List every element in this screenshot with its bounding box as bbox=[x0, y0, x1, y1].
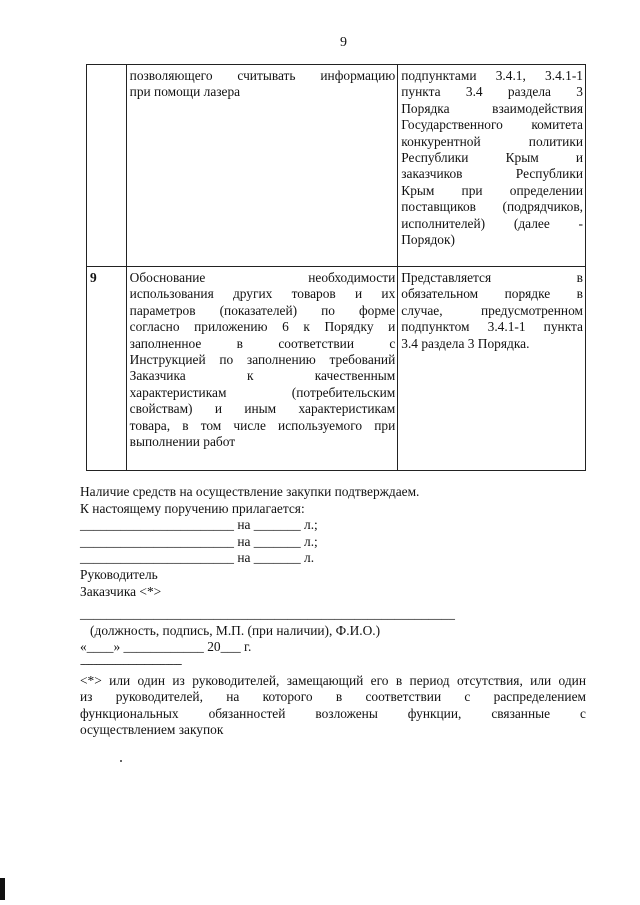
text-line: позволяющего считывать информацию bbox=[129, 68, 396, 83]
attachments-heading: К настоящему поручению прилагается: bbox=[80, 500, 305, 516]
text-line: <*> или один из руководителей, замещающий его в период отсутствия, или один bbox=[80, 672, 586, 688]
text-line: Государственного комитета bbox=[401, 117, 583, 133]
text-line: поставщиков (подрядчиков, bbox=[401, 199, 583, 215]
text-line: выполнении работ bbox=[129, 434, 236, 450]
text-line: параметров (показателей) по форме bbox=[129, 302, 396, 318]
row-number bbox=[87, 65, 127, 267]
row-description bbox=[126, 267, 398, 471]
table-row bbox=[87, 267, 586, 471]
row-note bbox=[398, 267, 586, 471]
text-line: Представляется в bbox=[401, 270, 583, 285]
text-line: Порядка взаимодействия bbox=[401, 100, 583, 116]
text-line: Порядок) bbox=[401, 232, 455, 248]
row-description bbox=[126, 65, 398, 267]
text-line: согласно приложению 6 к Порядку и bbox=[129, 319, 396, 335]
signature-line: ________________________________________________________ bbox=[80, 606, 455, 622]
attachment-line: _______________________ на _______ л.; bbox=[80, 517, 318, 533]
text-line: свойствам) и иным характеристикам bbox=[129, 401, 396, 417]
scan-edge-mark bbox=[0, 878, 5, 900]
footnote bbox=[80, 673, 586, 739]
text-line: обязательном порядке в bbox=[401, 286, 583, 302]
text-line: Обоснование необходимости bbox=[129, 270, 396, 285]
page-number: 9 bbox=[340, 35, 347, 50]
footnote-separator: -------------------------------------- bbox=[80, 657, 182, 670]
text-line: товара, в том числе используемого при bbox=[129, 417, 396, 433]
document-footer bbox=[80, 484, 586, 739]
signature-caption: (должность, подпись, М.П. (при наличии), Ф.И.О.) bbox=[80, 622, 381, 638]
text-line: осуществлением закупок bbox=[80, 722, 224, 738]
signatory-title-2: Заказчика <*> bbox=[80, 583, 162, 599]
text-line: использования других товаров и их bbox=[129, 286, 396, 302]
signatory-title: Руководитель bbox=[80, 566, 158, 582]
text-line: из руководителей, на которого в соответствии с распределением bbox=[80, 689, 586, 705]
attachment-line: _______________________ на _______ л.; bbox=[80, 533, 318, 549]
text-line: заполненное в соответствии с bbox=[129, 335, 396, 351]
attachment-line: _______________________ на _______ л. bbox=[80, 550, 315, 566]
funds-confirmation: Наличие средств на осуществление закупки подтверждаем. bbox=[80, 484, 420, 499]
text-line: исполнителей) (далее - bbox=[401, 215, 583, 231]
row-note bbox=[398, 65, 586, 267]
text-line: характеристикам (потребительским bbox=[129, 384, 396, 400]
date-line: «____» ____________ 20___ г. bbox=[80, 639, 252, 655]
text-line: функциональных обязанностей возложены функции, связанные с bbox=[80, 705, 586, 721]
text-line: подпунктами 3.4.1, 3.4.1-1 bbox=[401, 68, 583, 83]
text-line: Крым при определении bbox=[401, 182, 583, 198]
text-line: Заказчика к качественным bbox=[129, 368, 396, 384]
table-row bbox=[87, 65, 586, 267]
text-line: Республики Крым и bbox=[401, 150, 583, 166]
text-line: подпунктом 3.4.1-1 пункта bbox=[401, 319, 583, 335]
text-line: при помощи лазера bbox=[129, 84, 241, 100]
text-line: пункта 3.4 раздела 3 bbox=[401, 84, 583, 100]
requirements-table bbox=[86, 64, 586, 471]
text-line: случае, предусмотренном bbox=[401, 302, 583, 318]
text-line: Инструкцией по заполнению требований bbox=[129, 352, 396, 368]
text-line: конкурентной политики bbox=[401, 133, 583, 149]
text-line: заказчиков Республики bbox=[401, 166, 583, 182]
row-number: 9 bbox=[87, 267, 127, 471]
text-line: 3.4 раздела 3 Порядка. bbox=[401, 335, 530, 351]
scan-speck bbox=[120, 760, 122, 762]
